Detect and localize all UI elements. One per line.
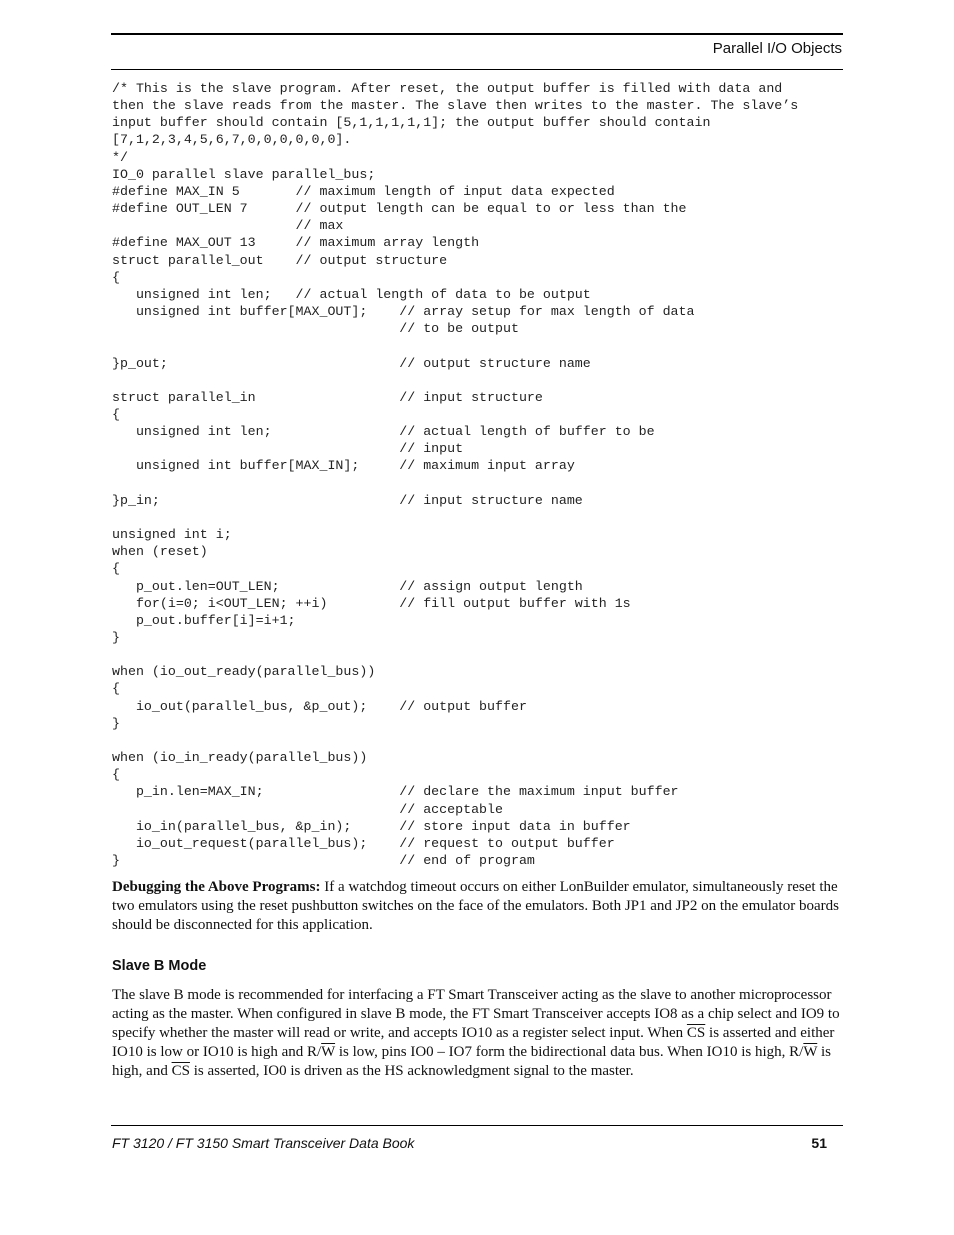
code-line: for(i=0; i<OUT_LEN; ++i) // fill output buffer with 1s (112, 595, 631, 611)
slave-b-paragraph (112, 986, 843, 1081)
code-line: unsigned int buffer[MAX_OUT]; // array setup for max length of data (112, 304, 695, 320)
code-line: } (112, 715, 120, 731)
code-line: */ (112, 149, 128, 165)
slave-b-text-5: is asserted, IO0 is driven as the HS acknowledgment signal to the master. (189, 1063, 634, 1079)
code-line: then the slave reads from the master. The slave then writes to the master. The slave’s (112, 98, 799, 114)
code-line: input buffer should contain [5,1,1,1,1,1]; the output buffer should contain (112, 115, 711, 131)
code-line: p_in.len=MAX_IN; // declare the maximum input buffer (112, 784, 679, 800)
code-line: { (112, 406, 120, 422)
code-line: io_out_request(parallel_bus); // request to output buffer (112, 835, 615, 851)
section-heading: Slave B Mode (112, 958, 207, 974)
code-line: // input (112, 441, 464, 457)
code-line: } (112, 630, 120, 645)
cs-signal: $\overline{CS}$ (171, 1063, 190, 1079)
code-line: p_out.buffer[i]=i+1; (112, 612, 296, 628)
code-line: } // end of program (112, 853, 535, 869)
code-line: #define MAX_OUT 13 // maximum array length (112, 235, 480, 251)
code-line: { (112, 767, 120, 783)
slave-b-text-1: The slave B mode is recommended for interfacing a FT Smart Transceiver acting as the slave to another microprocessor acting as the master. When configured in slave B mode, the FT Smart Transceiver accepts IO8 as a chip select and IO9 to specify whether the master will read or write, and accepts IO10 as a register select input. When (112, 987, 840, 1041)
w-signal: $\overline{W}$ (321, 1044, 336, 1060)
cs-signal: $\overline{CS}$ (686, 1025, 706, 1041)
code-line: unsigned int len; // actual length of data to be output (112, 286, 591, 302)
footer-rule (111, 1125, 843, 1126)
code-line: [7,1,2,3,4,5,6,7,0,0,0,0,0,0]. (112, 132, 352, 148)
code-line: struct parallel_in // input structure (112, 389, 543, 405)
debug-paragraph (112, 878, 843, 935)
header-top-rule (111, 33, 843, 35)
code-line: unsigned int buffer[MAX_IN]; // maximum input array (112, 458, 575, 474)
page-number: 51 (811, 1135, 827, 1151)
code-line: when (io_out_ready(parallel_bus)) (112, 664, 376, 680)
code-line: when (io_in_ready(parallel_bus)) (112, 750, 368, 766)
code-line: #define MAX_IN 5 // maximum length of input data expected (112, 183, 615, 199)
code-listing (112, 80, 798, 869)
code-line: // acceptable (112, 801, 503, 817)
header-rule (111, 69, 843, 70)
code-line: { (112, 269, 120, 285)
footer-book-title: FT 3120 / FT 3150 Smart Transceiver Data Book (112, 1135, 415, 1151)
code-line: struct parallel_out // output structure (112, 252, 448, 268)
code-line: // max (112, 218, 344, 234)
code-line: { (112, 681, 120, 697)
slave-b-text-4: is high, and (112, 1044, 831, 1079)
code-line: #define OUT_LEN 7 // output length can be equal to or less than the (112, 201, 687, 217)
code-line: io_out(parallel_bus, &p_out); // output buffer (112, 698, 527, 714)
debug-lead: Debugging the Above Programs: (112, 879, 321, 895)
code-line: }p_in; // input structure name (112, 492, 583, 508)
running-header: Parallel I/O Objects (712, 40, 842, 57)
code-line: unsigned int i; (112, 527, 232, 543)
code-line: p_out.len=OUT_LEN; // assign output length (112, 578, 583, 594)
code-line: { (112, 561, 120, 577)
w-signal: $\overline{W}$ (803, 1044, 818, 1060)
code-line: }p_out; // output structure name (112, 355, 591, 371)
code-line: unsigned int len; // actual length of buffer to be (112, 424, 655, 440)
slave-b-text-3: is low, pins IO0 – IO7 form the bidirectional data bus. When IO10 is high, R/ (335, 1044, 804, 1060)
slave-b-text-2: is asserted and either IO10 is low or IO10 is high and R/ (112, 1025, 835, 1060)
code-line: /* This is the slave program. After reset, the output buffer is filled with data and (112, 81, 783, 96)
debug-text: If a watchdog timeout occurs on either LonBuilder emulator, simultaneously reset the two emulators using the reset pushbutton switches on the face of the emulators. Both JP1 and JP2 on the emulator boards should be disconnected for this application. (112, 879, 839, 933)
code-line: io_in(parallel_bus, &p_in); // store input data in buffer (112, 818, 631, 834)
code-line: // to be output (112, 321, 519, 337)
code-line: when (reset) (112, 544, 208, 560)
code-line: IO_0 parallel slave parallel_bus; (112, 166, 376, 182)
